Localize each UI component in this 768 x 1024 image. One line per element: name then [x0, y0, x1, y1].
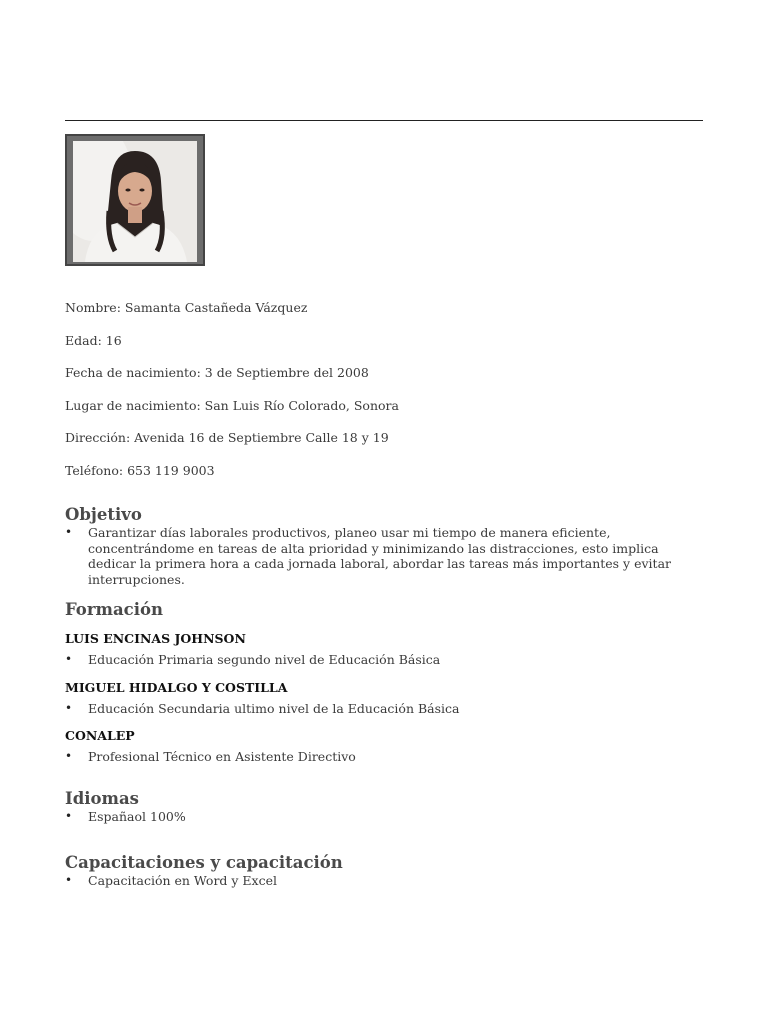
capacitaciones-list [65, 873, 705, 889]
header-rule [65, 120, 703, 121]
idiomas-list [65, 809, 705, 825]
objetivo-text: Garantizar días laborales productivos, planeo usar mi tiempo de manera eficiente, concentrándome en tareas de alta prioridad y minimizando las distracciones, esto implica dedicar la primera hora a cada jornada laboral, abordar las tareas más importantes y evitar interrupciones. [88, 525, 672, 587]
list-item [65, 525, 705, 587]
school-name: MIGUEL HIDALGO Y COSTILLA [65, 679, 288, 695]
info-fecha-nacimiento: Fecha de nacimiento: 3 de Septiembre del 2008 [65, 365, 369, 381]
list-item [65, 749, 705, 765]
section-title-formacion: Formación [65, 600, 163, 619]
list-item [65, 652, 705, 668]
info-telefono: Teléfono: 653 119 9003 [65, 462, 215, 478]
bullet-icon: • [65, 525, 73, 539]
bullet-icon: • [65, 700, 73, 715]
personal-info [65, 300, 705, 496]
section-title-objetivo: Objetivo [65, 505, 142, 524]
school-item: Profesional Técnico en Asistente Directivo [88, 749, 356, 764]
section-title-idiomas: Idiomas [65, 789, 139, 808]
section-capacitaciones [65, 853, 705, 889]
list-item [65, 873, 705, 889]
bullet-icon: • [65, 652, 73, 666]
info-direccion: Dirección: Avenida 16 de Septiembre Calle 18 y 19 [65, 430, 389, 446]
info-nombre: Nombre: Samanta Castañeda Vázquez [65, 300, 308, 315]
section-idiomas [65, 789, 705, 825]
bullet-icon: • [65, 749, 73, 763]
school-list [65, 652, 705, 668]
school-list [65, 749, 705, 765]
school-name: LUIS ENCINAS JOHNSON [65, 631, 246, 646]
school-name: CONALEP [65, 728, 135, 743]
info-lugar-nacimiento: Lugar de nacimiento: San Luis Río Colorado, Sonora [65, 397, 399, 413]
school-item: Educación Primaria segundo nivel de Educación Básica [88, 652, 441, 667]
bullet-icon: • [65, 809, 73, 823]
info-edad: Edad: 16 [65, 332, 122, 348]
profile-photo [73, 141, 197, 262]
school-item: Educación Secundaria ultimo nivel de la Educación Básica [88, 700, 460, 716]
section-formacion [65, 600, 705, 765]
profile-photo-frame [65, 134, 205, 266]
objetivo-list [65, 525, 705, 587]
section-title-capacitaciones: Capacitaciones y capacitación [65, 853, 343, 872]
school-list [65, 701, 705, 717]
list-item [65, 809, 705, 825]
idioma-item: Españaol 100% [88, 809, 186, 824]
capacitacion-item: Capacitación en Word y Excel [88, 873, 277, 888]
list-item [65, 701, 705, 717]
section-objetivo [65, 505, 705, 587]
bullet-icon: • [65, 873, 73, 887]
